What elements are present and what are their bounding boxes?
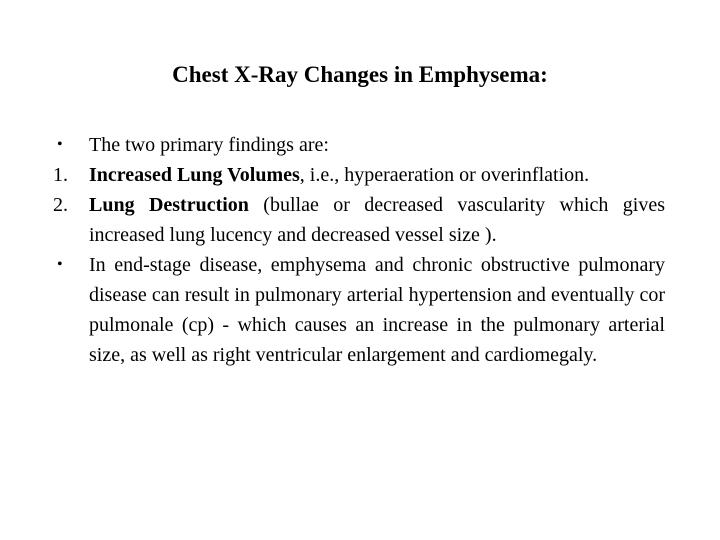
number-marker: 2. (53, 194, 68, 216)
bullet-marker: • (57, 256, 63, 273)
list-item (53, 130, 665, 160)
list-item-text: , i.e., hyperaeration or overinflation. (299, 164, 590, 186)
slide-title: Chest X-Ray Changes in Emphysema: (172, 62, 548, 87)
list-item (53, 190, 665, 250)
list-item-text: The two primary findings are: (89, 134, 329, 156)
list-item-text: In end-stage disease, emphysema and chronic obstructive pulmonary disease can result in pulmonary arterial hypertension and eventually cor pulmonale (cp) - which causes an increase in the pulmonary arterial size, as well as right ventricular enlargement and cardiomegaly. (89, 254, 665, 366)
bullet-list (53, 130, 665, 370)
list-item (53, 160, 665, 190)
number-marker: 1. (53, 164, 68, 186)
list-item (53, 250, 665, 370)
bullet-marker: • (57, 136, 63, 153)
list-item-text: (bullae or decreased vascularity which gives increased lung lucency and decreased vessel size ). (89, 194, 665, 246)
list-item-bold-text: Lung Destruction (89, 194, 249, 216)
list-item-bold-text: Increased Lung Volumes (89, 164, 300, 186)
